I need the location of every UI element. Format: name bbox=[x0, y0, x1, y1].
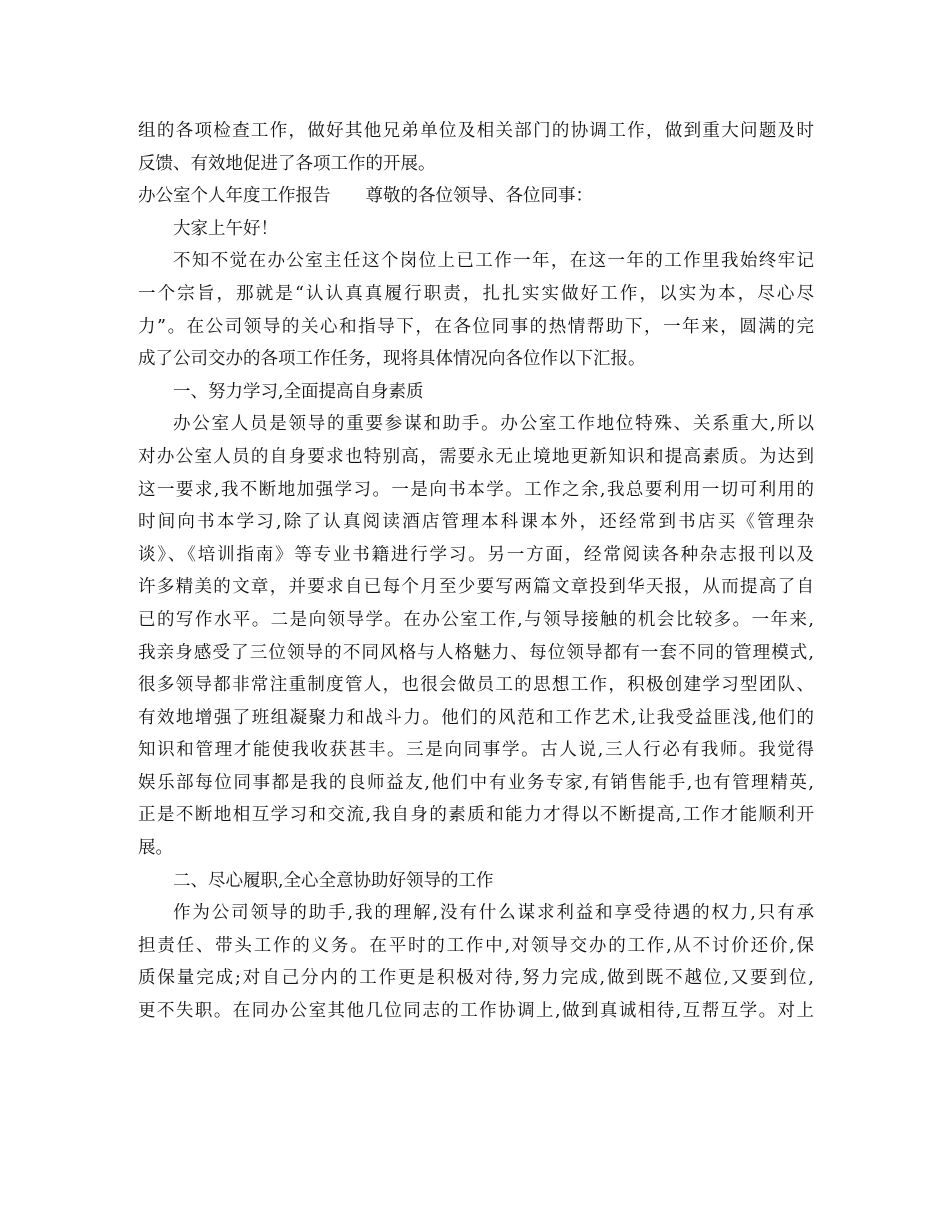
paragraph-line: 反馈、有效地促进了各项工作的开展。 bbox=[138, 153, 436, 174]
paragraph-line: 力”。在公司领导的关心和指导下，在各位同事的热情帮助下，一年来，圆满的完 bbox=[138, 316, 814, 337]
paragraph-line: 知识和管理才能使我收获甚丰。三是向同事学。古人说,三人行必有我师。我觉得 bbox=[138, 740, 814, 761]
paragraph-line: 更不失职。在同办公室其他几位同志的工作协调上,做到真诚相待,互帮互学。对上 bbox=[138, 1001, 814, 1022]
paragraph-line: 办公室个人年度工作报告 尊敬的各位领导、各位同事： bbox=[138, 186, 593, 207]
paragraph-line: 展。 bbox=[138, 838, 173, 859]
document-body bbox=[138, 115, 814, 1028]
paragraph-line: 成了公司交办的各项工作任务，现将具体情况向各位作以下汇报。 bbox=[138, 349, 646, 370]
paragraph-line: 组的各项检查工作，做好其他兄弟单位及相关部门的协调工作，做到重大问题及时 bbox=[138, 121, 814, 141]
paragraph-line: 办公室人员是领导的重要参谋和助手。办公室工作地位特殊、关系重大,所以 bbox=[173, 414, 814, 435]
paragraph-line: 有效地增强了班组凝聚力和战斗力。他们的风范和工作艺术,让我受益匪浅,他们的 bbox=[138, 707, 814, 728]
paragraph-line: 大家上午好！ bbox=[173, 218, 278, 239]
paragraph-line: 二、尽心履职,全心全意协助好领导的工作 bbox=[173, 870, 494, 891]
paragraph-line: 已的写作水平。二是向领导学。在办公室工作,与领导接触的机会比较多。一年来, bbox=[138, 609, 814, 630]
paragraph-line: 许多精美的文章，并要求自已每个月至少要写两篇文章投到华天报，从而提高了自 bbox=[138, 577, 814, 598]
paragraph-line: 一个宗旨，那就是“认认真真履行职责，扎扎实实做好工作，以实为本，尽心尽 bbox=[138, 283, 814, 304]
paragraph-line: 谈》、《培训指南》等专业书籍进行学习。另一方面，经常阅读各种杂志报刊以及 bbox=[138, 544, 814, 565]
paragraph-line: 质保量完成;对自己分内的工作更是积极对待,努力完成,做到既不越位,又要到位, bbox=[138, 968, 814, 989]
paragraph-line: 不知不觉在办公室主任这个岗位上已工作一年，在这一年的工作里我始终牢记 bbox=[173, 251, 814, 272]
paragraph-line: 正是不断地相互学习和交流,我自身的素质和能力才得以不断提高,工作才能顺利开 bbox=[138, 805, 814, 826]
paragraph-line: 一、努力学习,全面提高自身素质 bbox=[173, 381, 424, 402]
paragraph-line: 对办公室人员的自身要求也特别高，需要永无止境地更新知识和提高素质。为达到 bbox=[138, 446, 814, 467]
paragraph-line: 我亲身感受了三位领导的不同风格与人格魅力、每位领导都有一套不同的管理模式, bbox=[138, 642, 814, 663]
paragraph-line: 作为公司领导的助手,我的理解,没有什么谋求利益和享受待遇的权力,只有承 bbox=[173, 903, 814, 924]
paragraph-line: 很多领导都非常注重制度管人，也很会做员工的思想工作，积极创建学习型团队、 bbox=[138, 675, 814, 696]
paragraph-line: 时间向书本学习,除了认真阅读酒店管理本科课本外，还经常到书店买《管理杂 bbox=[138, 512, 814, 533]
paragraph-line: 娱乐部每位同事都是我的良师益友,他们中有业务专家,有销售能手,也有管理精英, bbox=[138, 772, 814, 793]
paragraph-line: 这一要求,我不断地加强学习。一是向书本学。工作之余,我总要利用一切可利用的 bbox=[138, 479, 814, 500]
paragraph-line: 担责任、带头工作的义务。在平时的工作中,对领导交办的工作,从不讨价还价,保 bbox=[138, 935, 814, 956]
